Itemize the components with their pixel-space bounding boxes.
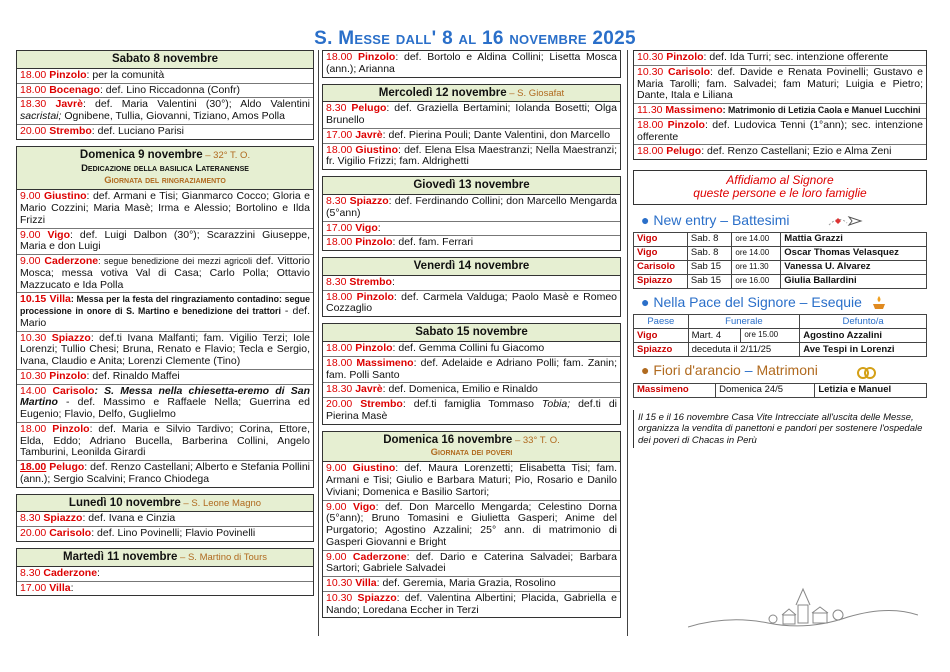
column-1 — [16, 50, 314, 602]
mass-entry: 9.00 Caderzone: segue benedizione dei mezzi agricoli def. Vittorio Mosca; messa votiva Val di Casa; Carlo Polla; Ottavio Mazzucato e Ida Polla — [17, 255, 313, 293]
mass-entry: 9.00 Vigo: def. Don Marcello Mengarda; Celestino Dorna (5°ann); Bruno Tomasini e Giulietta Gasperi; Anime del Purgatorio; Agostino Azzalini; 25° ann. di matrimonio di Gasperi Giovanni e Bright — [323, 501, 620, 551]
mass-entry: 18.00 Bocenago: def. Lino Riccadonna (Confr) — [17, 84, 313, 99]
day-header: Giovedì 13 novembre — [323, 177, 620, 195]
mass-entry: 17.00 Javrè: def. Pierina Pouli; Dante Valentini, don Marcello — [323, 129, 620, 144]
mass-entry: 18.30 Javrè: def. Domenica, Emilio e Rinaldo — [323, 383, 620, 398]
table-row: Carisolo Sab 15 ore 11.30 Vanessa U. Alvarez — [634, 261, 927, 275]
day-header: Martedì 11 novembre – S. Martino di Tours — [17, 549, 313, 567]
col-funerale: Funerale — [688, 315, 800, 329]
matrimoni-table — [633, 383, 927, 398]
mass-entry: 17.00 Villa: — [20, 581, 74, 594]
day-sabato-8 — [16, 50, 314, 140]
mass-entry: 20.00 Carisolo: def. Lino Povinelli; Flavio Povinelli — [20, 527, 256, 540]
day-sabato-15 — [322, 323, 621, 424]
mass-entry: 18.00 Massimeno: def. Adelaide e Adriano Polli; fam. Zanin; fam. Polli Santo — [323, 357, 620, 384]
day-header: Domenica 16 novembre – 33° T. O. Giornata dei poveri — [323, 432, 620, 463]
section-matrimoni: ● Fiori d'arancio – Matrimoni — [641, 363, 927, 379]
mass-entry: 18.00 Pinzolo: def. Ludovica Tenni (1°ann); sec. intenzione offerente — [634, 119, 926, 146]
col-paese: Paese — [634, 315, 689, 329]
day-continuation — [322, 50, 621, 78]
day-header: Domenica 9 novembre – 32° T. O. Dedicazione della basilica Lateranense Giornata del ringraziamento — [17, 147, 313, 191]
table-row: Vigo Mart. 4 ore 15.00 Agostino Azzalini — [634, 329, 927, 343]
mass-entry: 11.30 Massimeno: Matrimonio di Letizia Caola e Manuel Lucchini — [634, 104, 926, 119]
mass-entry: 18.00 Pinzolo: def. fam. Ferrari — [326, 236, 474, 249]
bullet-icon: ● — [641, 211, 650, 228]
mass-entry: 8.30 Pelugo: def. Graziella Bertamini; Iolanda Bosetti; Olga Brunello — [323, 102, 620, 129]
mass-entry: 8.30 Spiazzo: def. Ivana e Cinzia — [17, 512, 313, 527]
day-header: Mercoledì 12 novembre – S. Giosafat — [323, 85, 620, 103]
day-header: Sabato 15 novembre — [323, 324, 620, 342]
candle-icon — [870, 295, 888, 311]
heart-plane-icon — [827, 213, 863, 229]
affidiamo-box: Affidiamo al Signore queste persone e le loro famiglie — [633, 170, 927, 205]
column-3 — [633, 50, 927, 448]
mass-entry: 18.00 Pinzolo: def. Gemma Collini fu Giacomo — [323, 342, 620, 357]
day-header: Sabato 8 novembre — [17, 51, 313, 69]
mass-entry: 9.00 Giustino: def. Maura Lorenzetti; Elisabetta Tisi; fam. Armani e Tisi; Giulio e Barbara Maturi; Pio, Rosario e Danilo Viviani; Domenica e Basilio Sartori; — [323, 462, 620, 500]
section-esequie: ● Nella Pace del Signore – Esequie — [641, 295, 927, 311]
mass-entry: 10.30 Pinzolo: def. Rinaldo Maffei — [17, 370, 313, 385]
column-divider — [318, 50, 319, 636]
mass-entry: 9.00 Giustino: def. Armani e Tisi; Gianmarco Cocco; Gloria e Mario Cozzini; Maria Masè; Irma e Alessio; Bortolino e Ilda Frizzi — [17, 190, 313, 228]
mass-entry: 10.30 Villa: def. Geremia, Maria Grazia, Rosolino — [323, 577, 620, 592]
mass-entry: 18.00 Pinzolo: def. Carmela Valduga; Paolo Masè e Romeo Cozzaglio — [326, 290, 617, 315]
day-continuation — [633, 50, 927, 160]
mass-entry: 18.00 Pinzolo: per la comunità — [17, 69, 313, 84]
day-mercoledi-12 — [322, 84, 621, 171]
bullet-icon: ● — [641, 294, 650, 311]
table-row: Vigo Sab. 8 ore 14.00 Oscar Thomas Velasquez — [634, 247, 927, 261]
mass-entry: 18.00 Pinzolo: def. Bortolo e Aldina Collini; Lisetta Mosca (ann.); Arianna — [326, 51, 617, 75]
mass-entry: 18.00 Giustino: def. Elena Elsa Maestranzi; Nella Maestranzi; fr. Vigilio Frizzi; fam. Aldrighetti — [326, 143, 617, 168]
mass-entry: 18.00 Pelugo: def. Renzo Castellani; Ezio e Alma Zeni — [637, 145, 892, 158]
mass-entry: 10.30 Carisolo: def. Davide e Renata Povinelli; Gustavo e Maria Tarolli; fam. Salvadei; fam Maturi; Luigia e Pietro; Dante, Itala e Liliana — [634, 66, 926, 104]
mass-entry: 9.00 Caderzone: def. Dario e Caterina Salvadei; Barbara Sartori; Gabriele Salvadei — [323, 551, 620, 578]
mass-entry: 10.30 Spiazzo: def. Valentina Albertini; Placida, Gabriella e Nando; Loredana Eccher in Terzi — [326, 591, 617, 616]
col-defunto: Defunto/a — [800, 315, 927, 329]
battesimi-table — [633, 232, 927, 289]
mass-entry: 10.15 Villa: Messa per la festa del ringraziamento contadino: segue processione in onore di S. Martino e benedizione dei trattori - def. Mario — [17, 293, 313, 331]
page-title: S. Messe dall' 8 al 16 novembre 2025 — [314, 28, 636, 49]
village-illustration — [688, 575, 918, 635]
mass-entry: 8.30 Strembo: — [323, 276, 620, 291]
mass-entry: 9.00 Vigo: def. Luigi Dalbon (30°); Scarazzini Giuseppe, Maria e don Luigi — [17, 229, 313, 256]
column-divider — [627, 50, 628, 636]
mass-entry: 8.30 Caderzone: — [17, 567, 313, 582]
day-giovedi-13 — [322, 176, 621, 251]
table-row: Massimeno Domenica 24/5 Letizia e Manuel — [634, 383, 927, 397]
bullet-icon: ● — [641, 362, 650, 379]
day-domenica-9 — [16, 146, 314, 488]
mass-entry: 17.00 Vigo: — [323, 222, 620, 237]
announcement-note: Il 15 e il 16 novembre Casa Vite Intrecciate all'uscita delle Messe, organizza la vendita di panettoni e pandori per sostenere l'ospedale dei poveri di Chacas in Perù — [633, 410, 927, 448]
mass-entry: 10.30 Spiazzo: def.ti Ivana Malfanti; fam. Vigilio Terzi; Iole Lorenzi; Tullio Chesi; Bruna, Renato e Flavio; Tecla e Sergio, Ivana, Claudio e Anita; Lorenzi Clemente (Tino) — [17, 332, 313, 370]
day-header: Lunedì 10 novembre – S. Leone Magno — [17, 495, 313, 513]
day-domenica-16 — [322, 431, 621, 619]
mass-entry: 18.30 Javrè: def. Maria Valentini (30°); Aldo Valentini sacristai; Ognibene, Tullia, Giovanni, Tiziano, Amos Polla — [17, 98, 313, 125]
mass-entry: 18.00 Pelugo: def. Renzo Castellani; Alberto e Stefania Pollini (ann.); Sergio Scalvini; Franco Chiodega — [20, 461, 310, 485]
mass-entry: 10.30 Pinzolo: def. Ida Turri; sec. intenzione offerente — [634, 51, 926, 66]
mass-entry: 18.00 Pinzolo: def. Maria e Silvio Tardivo; Corina, Ettore, Elda, Eddo; Adriano Bucella, Barberina Collini, Angelo Tamburini, Leonilda Girardi — [17, 423, 313, 461]
mass-entry: 14.00 Carisolo: S. Messa nella chiesetta-eremo di San Martino - def. Massimo e Raffaele Nella; Guerrina ed Eugenio; Flavio, Delfo, Guglielmo — [17, 385, 313, 423]
table-row: Spiazzo deceduta il 2/11/25 Ave Tespi in Lorenzi — [634, 343, 927, 357]
section-battesimi: ● New entry – Battesimi — [641, 213, 927, 229]
mass-entry: 20.00 Strembo: def.ti famiglia Tommaso Tobia; def.ti di Pierina Masè — [326, 398, 617, 422]
day-martedi-11 — [16, 548, 314, 596]
mass-entry: 8.30 Spiazzo: def. Ferdinando Collini; don Marcello Mengarda (5°ann) — [323, 195, 620, 222]
table-row: Vigo Sab. 8 ore 14.00 Mattia Grazzi — [634, 233, 927, 247]
day-lunedi-10 — [16, 494, 314, 542]
table-row: Spiazzo Sab 15 ore 16.00 Giulia Ballardini — [634, 275, 927, 289]
column-2 — [322, 50, 621, 624]
esequie-table — [633, 314, 927, 357]
day-venerdi-14 — [322, 257, 621, 317]
rings-icon — [852, 364, 882, 380]
mass-entry: 20.00 Strembo: def. Luciano Parisi — [20, 124, 185, 137]
day-header: Venerdì 14 novembre — [323, 258, 620, 276]
